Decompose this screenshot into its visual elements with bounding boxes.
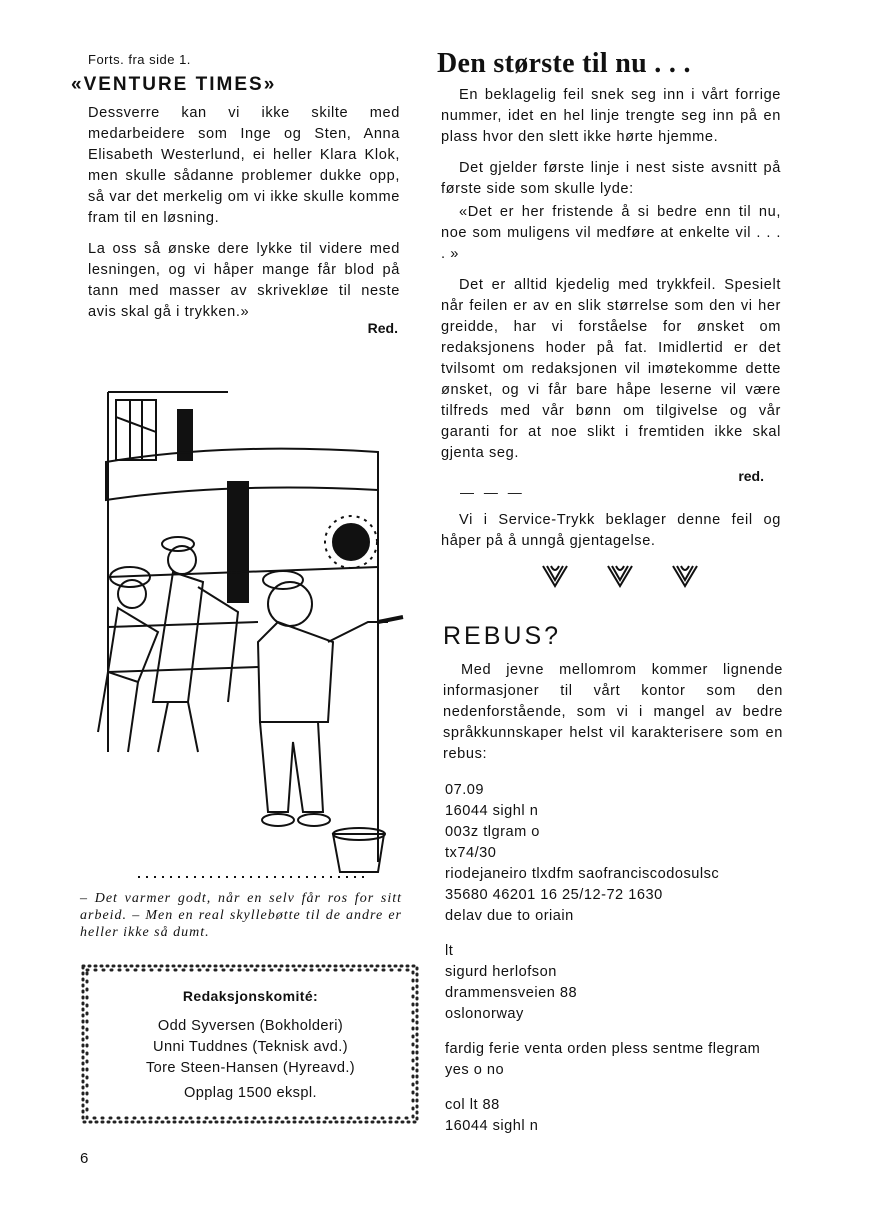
rebus-line: delav due to oriain	[445, 908, 574, 924]
committee-members	[78, 1016, 423, 1104]
separator-dashes: — — —	[460, 484, 525, 500]
rebus-line: 16044 sighl n	[445, 803, 539, 819]
right-paragraph-1: En beklagelig feil snek seg inn i vårt forrige nummer, idet en hel linje trengte seg inn på en plass hvor den slett ikke hørte hjemme.	[441, 87, 781, 145]
service-trykk-paragraph: Vi i Service-Trykk beklager denne feil og håper på å unngå gjentagelse.	[441, 512, 781, 549]
committee-member: Unni Tuddnes (Teknisk avd.)	[153, 1039, 348, 1055]
left-paragraph-1: Dessverre kan vi ikke skilte med medarbeidere som Inge og Sten, Anna Elisabeth Westerlund, ei heller Klara Klok, men skulle sådanne problemer dukke opp, så var det merkelig om vi ikke skulle komme fram til en løsning.	[88, 105, 400, 226]
rebus-line: yes o no	[445, 1062, 505, 1078]
rebus-line: oslonorway	[445, 1006, 524, 1022]
rebus-line: fardig ferie venta orden pless sentme flegram	[445, 1041, 761, 1057]
ornament-icon	[540, 562, 570, 590]
rebus-line: 35680 46201 16 25/12-72 1630	[445, 887, 663, 903]
rebus-intro	[443, 660, 783, 775]
rebus-intro-paragraph: Med jevne mellomrom kommer lignende informasjoner til vårt kontor som den nedenforstående, som vi i mangel av bedre språkkunnskaper helst vil karakterisere som en rebus:	[443, 662, 783, 762]
right-paragraph-3: «Det er her fristende å si bedre enn til nu, noe som muligens vil medføre at enkelte vil . . . . »	[441, 204, 781, 262]
ornament-icon	[605, 562, 635, 590]
rebus-block-1	[445, 780, 795, 927]
rebus-block-4	[445, 1095, 795, 1137]
committee-circulation: Opplag 1500 ekspl.	[184, 1085, 317, 1101]
rebus-line: 16044 sighl n	[445, 1118, 539, 1134]
rebus-telegram	[445, 780, 795, 1137]
cartoon-illustration	[78, 372, 414, 880]
rebus-line: 003z tlgram o	[445, 824, 540, 840]
right-article	[441, 85, 781, 464]
page-number: 6	[80, 1150, 89, 1167]
cartoon-caption: – Det varmer godt, når en selv får ros for sitt arbeid. – Men en real skyllebøtte til de andre er heller ikke så dumt.	[80, 891, 402, 940]
left-article	[88, 103, 400, 333]
rebus-block-2	[445, 941, 795, 1025]
rebus-line: riodejaneiro tlxdfm saofranciscodosulsc	[445, 866, 720, 882]
rebus-title: REBUS?	[443, 622, 562, 650]
rebus-line: sigurd herlofson	[445, 964, 557, 980]
rebus-block-3	[445, 1039, 795, 1081]
right-paragraph-4: Det er alltid kjedelig med trykkfeil. Spesielt når feilen er av en slik størrelse som den vi her greidde, har vi forståelse for ønsket om redaksjonens hoder på fat. Imidlertid er det tvilsomt om redaksjonen vil imøtekomme dette ønsket, og vi får bare håpe leserne vil være tilfreds med vår bønn om tilgivelse og vår garanti for at noe slikt i fremtiden ikke skal gjenta seg.	[441, 277, 781, 461]
continued-note: Forts. fra side 1.	[88, 52, 191, 67]
rebus-line: lt	[445, 943, 454, 959]
rebus-line: tx74/30	[445, 845, 497, 861]
left-headline: «VENTURE TIMES»	[71, 74, 277, 95]
committee-title: Redaksjonskomité:	[182, 988, 319, 1004]
ornament-row	[540, 562, 700, 590]
right-signature: red.	[738, 468, 764, 484]
ornament-icon	[670, 562, 700, 590]
right-headline: Den største til nu . . .	[437, 48, 691, 79]
rebus-line: drammensveien 88	[445, 985, 578, 1001]
right-paragraph-2: Det gjelder første linje i nest siste avsnitt på første side som skulle lyde:	[441, 160, 781, 197]
left-signature: Red.	[367, 320, 398, 336]
rebus-line: 07.09	[445, 782, 485, 798]
committee-member: Tore Steen-Hansen (Hyreavd.)	[145, 1060, 356, 1076]
left-paragraph-2: La oss så ønske dere lykke til videre med lesningen, og vi håper mange får blod på tann med masser av skrivekløe til neste avis skal gå i trykken.»	[88, 241, 400, 320]
committee-box	[78, 960, 423, 1128]
service-trykk-note	[441, 510, 781, 562]
rebus-line: col lt 88	[445, 1097, 500, 1113]
committee-member: Odd Syversen (Bokholderi)	[157, 1018, 344, 1034]
